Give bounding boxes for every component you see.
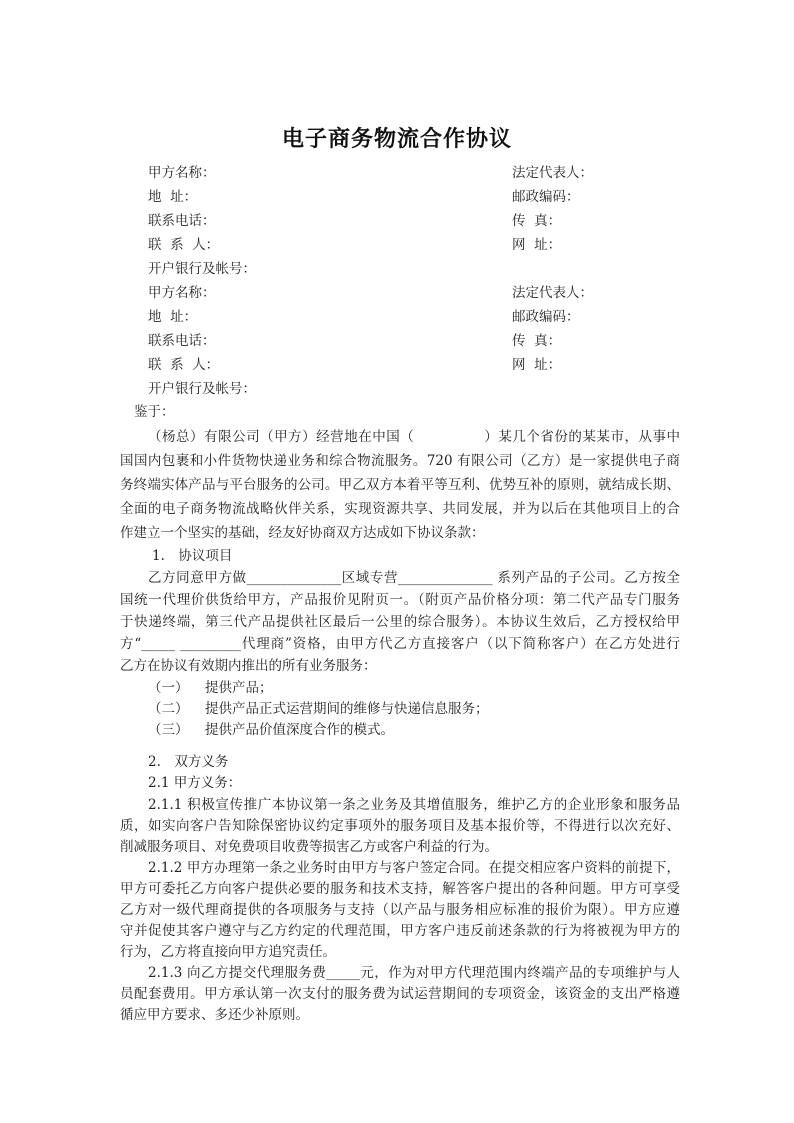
party-a-postcode-label: 邮政编码： bbox=[512, 189, 580, 205]
paragraph-line: 质，如实向客户告知除保密协议约定事项外的服务项目及基本报价等，不得进行以次充好、 bbox=[120, 818, 680, 834]
paragraph-line: 方“_____ _________代理商”资格，由甲方代乙方直接客户（以下简称客户）在乙方处进行 bbox=[120, 636, 680, 652]
party-b-rep-label: 法定代表人： bbox=[512, 285, 593, 301]
paragraph-line: 2.1.2 甲方办理第一条之业务时由甲方与客户签定合同。在提交相应客户资料的前提下， bbox=[148, 860, 680, 876]
party-a-bank-label: 开户银行及帐号： bbox=[148, 261, 256, 277]
paragraph-line: 员配套费用。甲方承认第一次支付的服务费为试运营期间的专项资金，该资金的支出严格遵 bbox=[120, 986, 680, 1002]
paragraph-line: 行为，乙方将直接向甲方追究责任。 bbox=[120, 944, 336, 960]
party-a-name-label: 甲方名称： bbox=[148, 165, 216, 181]
paragraph-line: 乙方同意甲方做______________区域专营______________ 系列产品的子公司。乙方按全 bbox=[148, 570, 680, 586]
section-heading: 1. 协议项目 bbox=[152, 548, 233, 564]
paragraph-line: 2.1.3 向乙方提交代理服务费_____元，作为对甲方代理范围内终端产品的专项维护与人 bbox=[148, 965, 680, 981]
party-b-fax-label: 传 真： bbox=[512, 333, 562, 349]
paragraph-line: 务终端实体产品与平台服务的公司。甲乙双方本着平等互利、优势互补的原则，就结成长期、 bbox=[120, 477, 680, 493]
party-b-bank-label: 开户银行及帐号： bbox=[148, 381, 256, 397]
paragraph-line: 削减服务项目、对免费项目收费等损害乙方或客户利益的行为。 bbox=[120, 839, 498, 855]
list-item-text: 提供产品价值深度合作的模式。 bbox=[205, 722, 394, 738]
paragraph-line: 国统一代理价供货给甲方，产品报价见附页一。（附页产品价格分项：第二代产品专门服务 bbox=[120, 592, 680, 608]
paragraph-line: 2.1.1 积极宣传推广本协议第一条之业务及其增值服务，维护乙方的企业形象和服务品 bbox=[148, 797, 680, 813]
paragraph-line: 甲方可委托乙方向客户提供必要的服务和技术支持，解答客户提出的各种问题。甲方可享受 bbox=[120, 881, 680, 897]
party-a-contact-label: 联 系 人： bbox=[148, 237, 220, 253]
paragraph-line: 于快递终端，第三代产品提供社区最后一公里的综合服务）。本协议生效后，乙方授权给甲 bbox=[120, 614, 680, 630]
paragraph-line: 作建立一个坚实的基础，经友好协商双方达成如下协议条款： bbox=[120, 525, 485, 541]
list-item-text: 提供产品； bbox=[205, 680, 273, 696]
paragraph-line: 全面的电子商务物流战略伙伴关系，实现资源共享、共同发展，并为以后在其他项目上的合 bbox=[120, 501, 680, 517]
list-item-number: （三） bbox=[148, 722, 189, 738]
paragraph-line: 乙方对一级代理商提供的各项服务与支持（以产品与服务相应标准的报价为限）。甲方应遵 bbox=[120, 902, 680, 918]
party-a-website-label: 网 址： bbox=[512, 237, 562, 253]
document-title: 电子商务物流合作协议 bbox=[281, 126, 512, 152]
party-a-fax-label: 传 真： bbox=[512, 213, 562, 229]
party-a-rep-label: 法定代表人： bbox=[512, 165, 593, 181]
paragraph-line: 循应甲方要求、多还少补原则。 bbox=[120, 1007, 309, 1023]
subsection-heading: 2.1 甲方义务： bbox=[148, 775, 242, 791]
party-b-contact-label: 联 系 人： bbox=[148, 357, 220, 373]
party-b-address-label: 地 址： bbox=[148, 309, 198, 325]
party-b-name-label: 甲方名称： bbox=[148, 285, 216, 301]
section-heading: 2. 双方义务 bbox=[148, 754, 229, 770]
paragraph-line: 乙方在协议有效期内推出的所有业务服务： bbox=[120, 658, 377, 674]
party-b-postcode-label: 邮政编码： bbox=[512, 309, 580, 325]
whereas-label: 鉴于： bbox=[134, 404, 175, 420]
party-a-address-label: 地 址： bbox=[148, 189, 198, 205]
paragraph-line: 国国内包裹和小件货物快递业务和综合物流服务。720 有限公司（乙方）是一家提供电子商 bbox=[120, 453, 680, 469]
party-b-phone-label: 联系电话： bbox=[148, 333, 216, 349]
paragraph-line: （杨总）有限公司（甲方）经营地在中国（ ）某几个省份的某某市，从事中 bbox=[148, 429, 680, 445]
paragraph-line: 守并促使其客户遵守与乙方约定的代理范围，甲方客户违反前述条款的行为将被视为甲方的 bbox=[120, 923, 680, 939]
list-item-text: 提供产品正式运营期间的维修与快递信息服务； bbox=[205, 701, 489, 717]
list-item-number: （二） bbox=[148, 701, 189, 717]
party-b-website-label: 网 址： bbox=[512, 357, 562, 373]
list-item-number: （一） bbox=[148, 680, 189, 696]
party-a-phone-label: 联系电话： bbox=[148, 213, 216, 229]
